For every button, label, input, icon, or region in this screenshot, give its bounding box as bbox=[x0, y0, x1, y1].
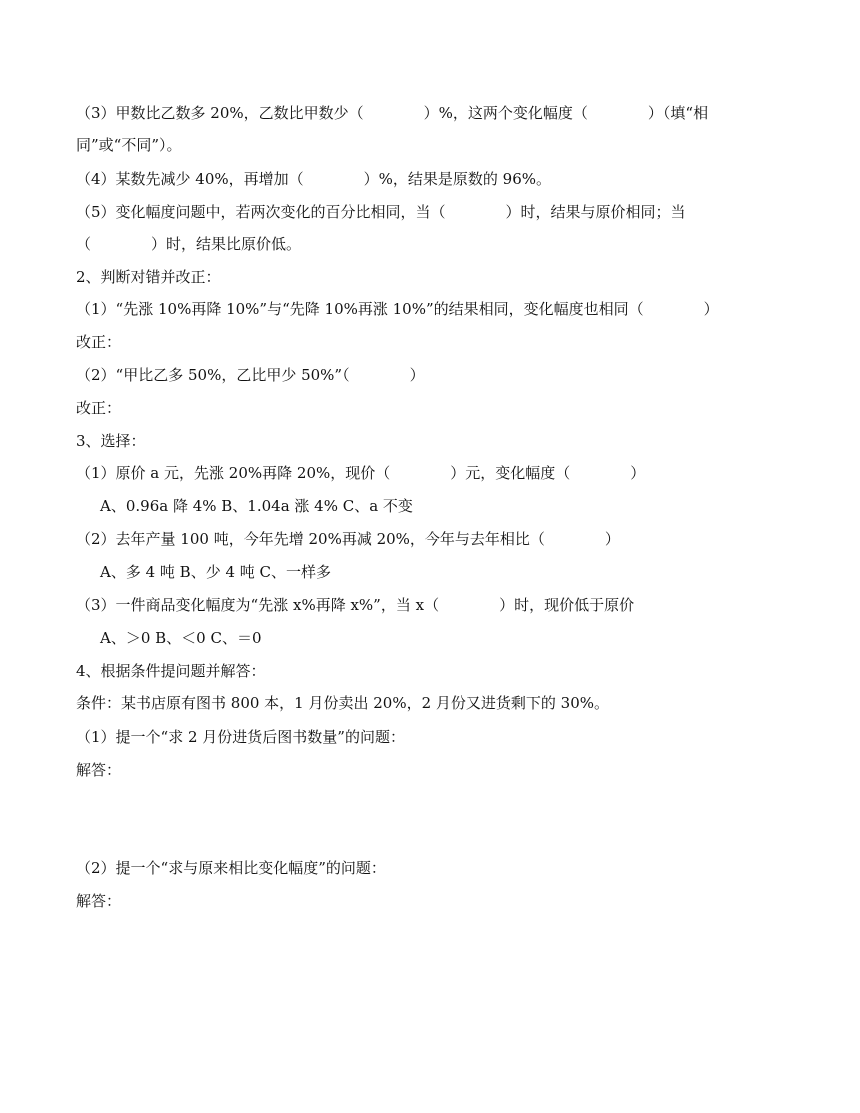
correction-label-1: 改正： bbox=[76, 333, 122, 351]
question-3-3-line-1: （3）甲数比乙数多 20%，乙数比甲数少（ ）%，这两个变化幅度（ ）（填“相 bbox=[76, 104, 709, 122]
choice-question-1: （1）原价 a 元，先涨 20%再降 20%，现价（ ）元，变化幅度（ ） bbox=[76, 464, 646, 482]
subquestion-4-2: （2）提一个“求与原来相比变化幅度”的问题： bbox=[76, 859, 386, 877]
judge-item-2: （2）“甲比乙多 50%，乙比甲少 50%”（ ） bbox=[76, 366, 425, 384]
section-3-heading: 3、选择： bbox=[76, 432, 146, 450]
subquestion-4-1: （1）提一个“求 2 月份进货后图书数量”的问题： bbox=[76, 728, 405, 746]
question-3-5-line-1: （5）变化幅度问题中，若两次变化的百分比相同，当（ ）时，结果与原价相同；当 bbox=[76, 203, 686, 221]
choice-options-1: A、0.96a 降 4% B、1.04a 涨 4% C、a 不变 bbox=[100, 497, 413, 515]
section-4-heading: 4、根据条件提问题并解答： bbox=[76, 662, 266, 680]
judge-item-1: （1）“先涨 10%再降 10%”与“先降 10%再涨 10%”的结果相同，变化幅度也相同（ ） bbox=[76, 300, 719, 318]
answer-label-2: 解答： bbox=[76, 892, 122, 910]
answer-label-1: 解答： bbox=[76, 761, 122, 779]
question-3-3-line-2: 同”或“不同”）。 bbox=[76, 136, 182, 154]
condition-text: 条件：某书店原有图书 800 本，1 月份卖出 20%，2 月份又进货剩下的 30%。 bbox=[76, 694, 610, 712]
question-3-4: （4）某数先减少 40%，再增加（ ）%，结果是原数的 96%。 bbox=[76, 170, 552, 188]
choice-options-2: A、多 4 吨 B、少 4 吨 C、一样多 bbox=[100, 563, 332, 581]
question-3-5-line-2: （ ）时，结果比原价低。 bbox=[76, 235, 302, 253]
choice-question-2: （2）去年产量 100 吨，今年先增 20%再减 20%，今年与去年相比（ ） bbox=[76, 530, 620, 548]
choice-options-3: A、＞0 B、＜0 C、＝0 bbox=[100, 629, 262, 647]
correction-label-2: 改正： bbox=[76, 399, 122, 417]
choice-question-3: （3）一件商品变化幅度为“先涨 x%再降 x%”，当 x（ ）时，现价低于原价 bbox=[76, 596, 635, 614]
section-2-heading: 2、判断对错并改正： bbox=[76, 268, 221, 286]
